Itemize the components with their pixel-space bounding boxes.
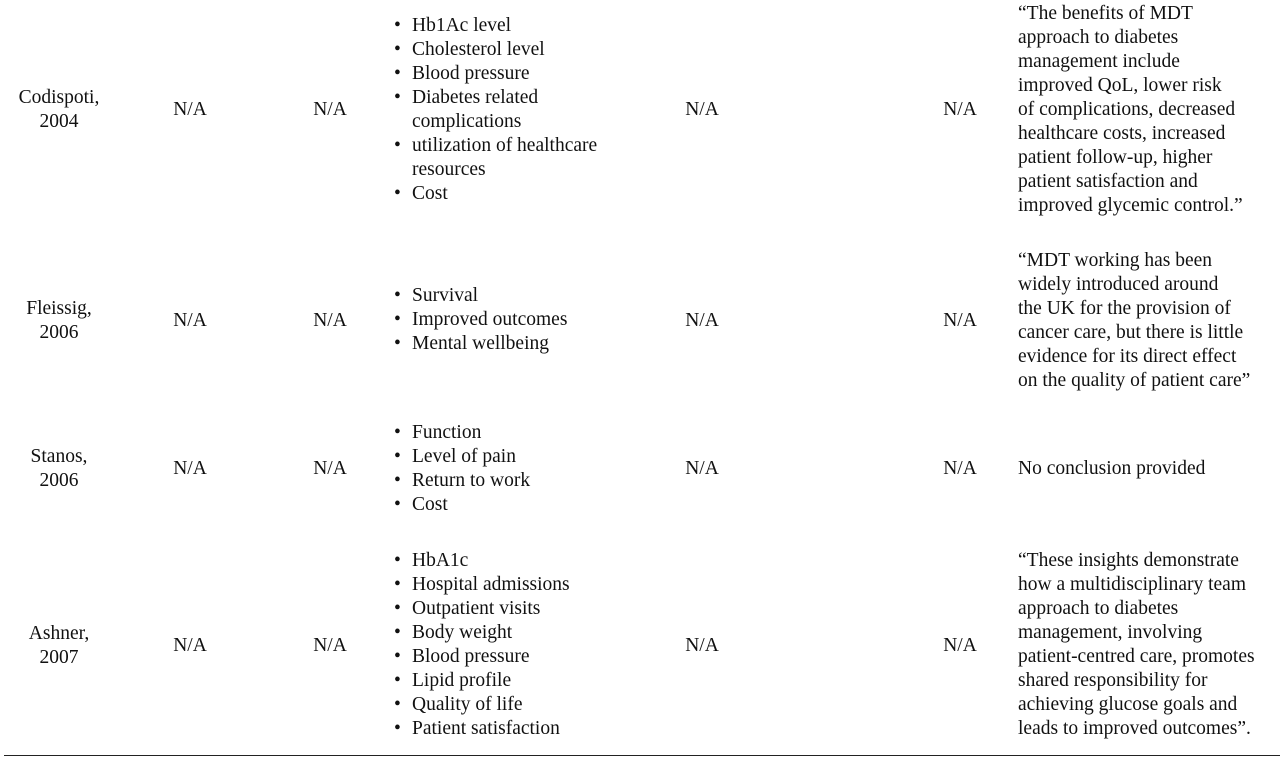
outcome-item: • Patient satisfaction — [392, 717, 652, 741]
na-cell: N/A — [313, 635, 347, 656]
conclusion-line: approach to diabetes — [1018, 598, 1179, 619]
outcome-item: • Level of pain — [392, 445, 652, 469]
outcome-item: • HbA1c — [392, 549, 652, 573]
conclusion-line: healthcare costs, increased — [1018, 123, 1226, 144]
outcome-item: • Improved outcomes — [392, 308, 652, 332]
conclusion-line: “The benefits of MDT — [1018, 3, 1193, 24]
na-cell: N/A — [313, 99, 347, 120]
conclusion-line: widely introduced around — [1018, 274, 1219, 295]
outcome-item: • Blood pressure — [392, 62, 652, 86]
conclusion-line: of complications, decreased — [1018, 99, 1236, 120]
outcomes-list — [392, 284, 652, 356]
outcome-item: • Return to work — [392, 469, 652, 493]
outcome-item: • Blood pressure — [392, 645, 652, 669]
na-cell: N/A — [313, 458, 347, 479]
outcome-item: • Diabetes related — [392, 86, 652, 110]
na-cell: N/A — [943, 99, 977, 120]
outcome-item: • Outpatient visits — [392, 597, 652, 621]
conclusion-line: on the quality of patient care” — [1018, 370, 1251, 391]
na-cell: N/A — [685, 635, 719, 656]
conclusion-text — [1018, 249, 1282, 393]
study-author-year — [0, 445, 118, 493]
study-year: 2006 — [39, 470, 79, 491]
outcomes-list — [392, 421, 652, 517]
conclusion-line: the UK for the provision of — [1018, 298, 1231, 319]
conclusion-line: shared responsibility for — [1018, 670, 1208, 691]
table-bottom-rule — [4, 755, 1280, 756]
conclusion-line: patient follow-up, higher — [1018, 147, 1213, 168]
conclusion-line: approach to diabetes — [1018, 27, 1179, 48]
na-cell: N/A — [685, 310, 719, 331]
conclusion-line: “These insights demonstrate — [1018, 550, 1239, 571]
outcome-item-continuation: resources — [412, 159, 486, 180]
na-cell: N/A — [173, 99, 207, 120]
outcome-item: • Body weight — [392, 621, 652, 645]
outcome-item: • Cholesterol level — [392, 38, 652, 62]
conclusion-line: improved QoL, lower risk — [1018, 75, 1222, 96]
outcomes-list — [392, 549, 652, 741]
na-cell: N/A — [943, 458, 977, 479]
na-cell: N/A — [173, 310, 207, 331]
study-year: 2006 — [39, 322, 79, 343]
outcome-item: • Cost — [392, 493, 652, 517]
conclusion-line: leads to improved outcomes”. — [1018, 718, 1251, 739]
conclusion-text — [1018, 549, 1282, 741]
na-cell: N/A — [173, 635, 207, 656]
conclusion-line: management, involving — [1018, 622, 1203, 643]
na-cell: N/A — [313, 310, 347, 331]
outcome-item: • Cost — [392, 182, 652, 206]
na-cell: N/A — [173, 458, 207, 479]
study-author-year — [0, 86, 118, 134]
author-name: Stanos, — [30, 446, 88, 467]
author-name: Ashner, — [28, 623, 90, 644]
conclusion-line: “MDT working has been — [1018, 250, 1213, 271]
outcome-item: • Hospital admissions — [392, 573, 652, 597]
author-name: Fleissig, — [26, 298, 92, 319]
conclusion-line: achieving glucose goals and — [1018, 694, 1238, 715]
outcome-item: • Function — [392, 421, 652, 445]
conclusion-text — [1018, 457, 1282, 481]
na-cell: N/A — [685, 99, 719, 120]
conclusion-line: patient satisfaction and — [1018, 171, 1198, 192]
outcome-item: • Quality of life — [392, 693, 652, 717]
conclusion-line: cancer care, but there is little — [1018, 322, 1244, 343]
na-cell: N/A — [943, 635, 977, 656]
conclusion-line: management include — [1018, 51, 1180, 72]
conclusion-line: evidence for its direct effect — [1018, 346, 1237, 367]
outcome-item: • utilization of healthcare — [392, 134, 652, 158]
study-year: 2004 — [39, 111, 79, 132]
na-cell: N/A — [685, 458, 719, 479]
outcome-item: • Lipid profile — [392, 669, 652, 693]
outcome-item: • Hb1Ac level — [392, 14, 652, 38]
conclusion-text — [1018, 2, 1282, 218]
study-author-year — [0, 622, 118, 670]
conclusion-line: No conclusion provided — [1018, 458, 1206, 479]
study-author-year — [0, 297, 118, 345]
study-year: 2007 — [39, 647, 79, 668]
author-name: Codispoti, — [18, 87, 100, 108]
na-cell: N/A — [943, 310, 977, 331]
outcome-item: • Survival — [392, 284, 652, 308]
outcome-item: • Mental wellbeing — [392, 332, 652, 356]
conclusion-line: improved glycemic control.” — [1018, 195, 1243, 216]
outcome-item-continuation: complications — [412, 111, 522, 132]
outcomes-list — [392, 14, 652, 206]
conclusion-line: how a multidisciplinary team — [1018, 574, 1246, 595]
conclusion-line: patient-centred care, promotes — [1018, 646, 1255, 667]
